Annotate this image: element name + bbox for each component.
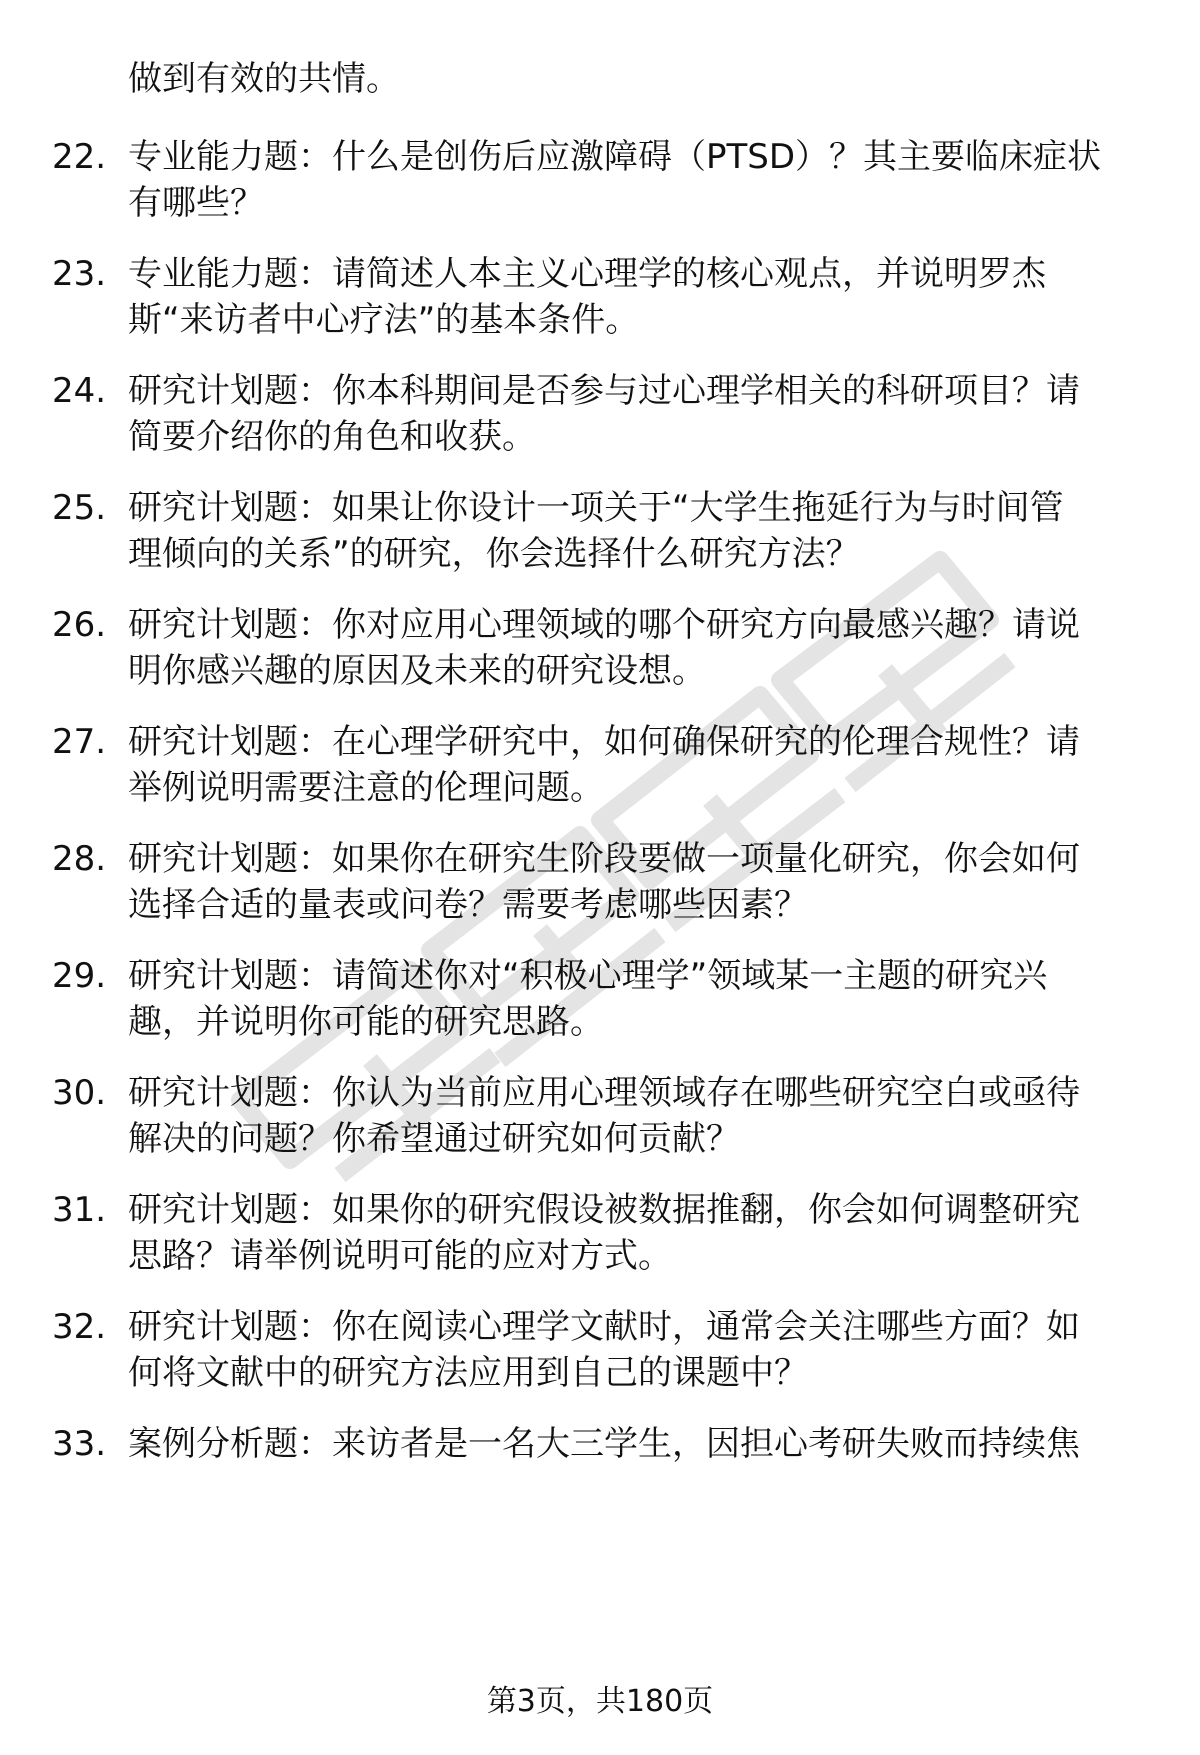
question-text-line: 何将文献中的研究方法应用到自己的课题中？ (128, 1353, 808, 1393)
question-text-line: 研究计划题：如果你的研究假设被数据推翻，你会如何调整研究 (128, 1190, 1080, 1230)
question-text-line: 专业能力题：什么是创伤后应激障碍（PTSD）？其主要临床症状 (128, 137, 1102, 177)
question-text-line: 研究计划题：你对应用心理领域的哪个研究方向最感兴趣？请说 (128, 605, 1080, 645)
question-number: 22. (52, 137, 107, 177)
question-item (0, 134, 1200, 234)
question-number: 28. (52, 839, 107, 879)
question-text-line: 明你感兴趣的原因及未来的研究设想。 (128, 651, 706, 691)
question-item (0, 485, 1200, 585)
question-item (0, 251, 1200, 351)
question-text-line: 有哪些？ (128, 183, 264, 223)
question-text-line: 研究计划题：请简述你对“积极心理学”领域某一主题的研究兴 (128, 956, 1048, 996)
question-text-line: 研究计划题：你在阅读心理学文献时，通常会关注哪些方面？如 (128, 1307, 1080, 1347)
question-item (0, 719, 1200, 819)
question-text-line: 简要介绍你的角色和收获。 (128, 417, 536, 457)
question-text-line: 研究计划题：你认为当前应用心理领域存在哪些研究空白或亟待 (128, 1073, 1080, 1113)
question-text-line: 研究计划题：如果你在研究生阶段要做一项量化研究，你会如何 (128, 839, 1080, 879)
question-item (0, 836, 1200, 936)
question-number: 33. (52, 1424, 107, 1464)
question-number: 23. (52, 254, 107, 294)
question-number: 27. (52, 722, 107, 762)
question-text-line: 研究计划题：如果让你设计一项关于“大学生拖延行为与时间管 (128, 488, 1064, 528)
question-number: 32. (52, 1307, 107, 1347)
question-item (0, 602, 1200, 702)
question-number: 24. (52, 371, 107, 411)
question-text-line: 理倾向的关系”的研究，你会选择什么研究方法？ (128, 534, 860, 574)
question-text-line: 解决的问题？你希望通过研究如何贡献？ (128, 1119, 740, 1159)
question-number: 30. (52, 1073, 107, 1113)
question-text-line: 举例说明需要注意的伦理问题。 (128, 768, 604, 808)
question-number: 25. (52, 488, 107, 528)
question-text-line: 思路？请举例说明可能的应对方式。 (128, 1236, 672, 1276)
question-text-line: 选择合适的量表或问卷？需要考虑哪些因素？ (128, 885, 808, 925)
question-text-line: 斯“来访者中心疗法”的基本条件。 (128, 300, 640, 340)
question-text-line: 研究计划题：在心理学研究中，如何确保研究的伦理合规性？请 (128, 722, 1080, 762)
question-item (0, 1070, 1200, 1170)
question-text-line: 案例分析题：来访者是一名大三学生，因担心考研失败而持续焦 (128, 1424, 1080, 1464)
question-item (0, 1304, 1200, 1404)
question-item (0, 953, 1200, 1053)
question-number: 26. (52, 605, 107, 645)
question-text-line: 趣，并说明你可能的研究思路。 (128, 1002, 604, 1042)
question-text-line: 专业能力题：请简述人本主义心理学的核心观点，并说明罗杰 (128, 254, 1046, 294)
page-indicator: 第3页，共180页 (486, 1684, 714, 1719)
question-item (0, 1187, 1200, 1287)
question-text-line: 研究计划题：你本科期间是否参与过心理学相关的科研项目？请 (128, 371, 1080, 411)
question-number: 31. (52, 1190, 107, 1230)
question-item (0, 368, 1200, 468)
question-item (0, 1421, 1200, 1521)
question-number: 29. (52, 956, 107, 996)
continuation-line: 做到有效的共情。 (128, 59, 400, 99)
